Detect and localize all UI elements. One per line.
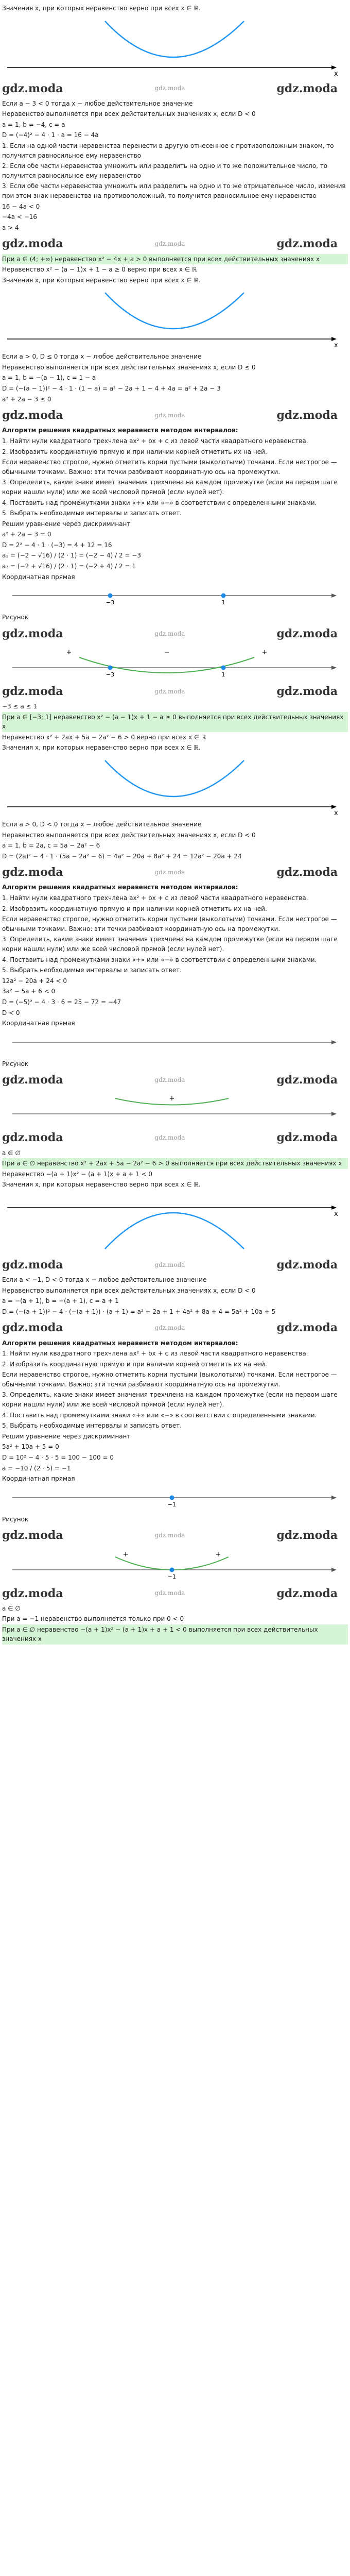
text-line: 1. Найти нули квадратного трехчлена ax² + bx + c из левой части квадратного неравенства. [2,437,308,445]
root-label: −3 [106,671,115,678]
watermark-text: gdz.moda [276,1586,338,1600]
parabola-curve [105,21,244,57]
watermark-row [2,406,348,424]
watermark-text: gdz.moda [2,237,63,251]
root-label: 1 [221,599,225,606]
text-line: Неравенство выполняется при всех действительных значениях x, если D < 0 [2,1286,256,1294]
equation-line: −4a < −16 [2,213,38,221]
root-point [108,594,112,598]
equation-line: D = (−(a + 1))² − 4 · (−(a + 1)) · (a + 1) = a² + 2a + 1 + 4a² + 8a + 4 = 5a² + 10a + 5 [2,1308,276,1315]
text-line: 5. Выбрать необходимые интервалы и записать ответ. [2,967,182,974]
text-line: При a = −1 неравенство выполняется только при 0 < 0 [2,1615,184,1623]
equation-line: a ∈ ∅ [2,1604,21,1612]
watermark-text: gdz.moda [2,81,63,95]
watermark-text: gdz.moda [276,626,338,640]
watermark-text: gdz.moda [2,1321,63,1335]
answer-line: При a ∈ [−3; 1] неравенство x² − (a − 1)x + 1 − a ≥ 0 выполняется при всех действительных значениях x [2,712,348,732]
root-label: 1 [221,671,225,678]
watermark-text: gdz.moda [2,684,63,698]
x-axis-label: x [334,809,338,817]
watermark-text: gdz.moda [276,866,338,879]
watermark-row [2,1129,348,1146]
text-line: Значения x, при которых неравенство верно при всех x ∈ ℝ. [2,5,201,12]
text-line: 2. Изобразить координатную прямую и при наличии корней отметить их на ней. [2,1360,267,1368]
sign-chart [2,1091,342,1127]
equation-line: a > 4 [2,224,19,231]
text-line: 5. Выбрать необходимые интервалы и записать ответ. [2,510,182,517]
equation-line: a² + 2a − 3 ≤ 0 [2,395,51,403]
root-point [108,666,112,670]
text-line: Если a > 0, D < 0 тогда x − любое действительное значение [2,821,202,828]
equation-line: a = −10 / (2 · 5) = −1 [2,1464,71,1472]
text-line: Значения x, при которых неравенство верно при всех x ∈ ℝ. [2,1181,201,1189]
text-line: Значения x, при которых неравенство верно при всех x ∈ ℝ. [2,276,201,284]
text-line: Если неравенство строгое, нужно отметить корни пустыми (выколотыми) точками. Если нестрогое — обычными точками. Важно: эти точки разбивают координатную ось на промежутки. [2,1371,339,1388]
watermark-text: gdz.moda [154,240,185,248]
watermark-text: gdz.moda [154,1532,185,1539]
text-line: 2. Изобразить координатную прямую и при наличии корней отметить их на ней. [2,905,267,912]
text-line: 4. Поставить над промежутками знаки «+» или «−» в соответствии с определенными знаками. [2,956,317,963]
watermark-text: gdz.moda [2,626,63,640]
parabola-figure [2,287,342,349]
watermark-text: gdz.moda [154,1589,185,1597]
equation-line: D = 10² − 4 · 5 · 5 = 100 − 100 = 0 [2,1454,114,1462]
watermark-text: gdz.moda [276,237,338,251]
section-heading: Алгоритм решения квадратных неравенств методом интервалов: [2,427,238,434]
x-axis-label: x [334,342,338,350]
text-line: Если a − 3 < 0 тогда x − любое действительное значение [2,99,193,107]
watermark-text: gdz.moda [154,84,185,92]
watermark-row [2,625,348,642]
text-line: Неравенство выполняется при всех действительных значениях x, если D ≤ 0 [2,363,256,371]
interval-sign: − [164,648,170,656]
equation-line: D = (2a)² − 4 · 1 · (5a − 2a² − 6) = 4a² − 20a + 8a² + 24 = 12a² − 20a + 24 [2,852,242,860]
text-line: Решим уравнение через дискриминант [2,1432,131,1440]
equation-line: a₁ = (−2 − √16) / (2 · 1) = (−2 − 4) / 2 = −3 [2,552,141,560]
text-line: Неравенство −(a + 1)x² − (a + 1)x + a + 1 < 0 [2,1170,152,1178]
root-label: −3 [106,599,115,606]
watermark-row [2,1256,348,1274]
number-line [2,1486,342,1512]
equation-line: 5a² + 10a + 5 = 0 [2,1443,59,1451]
watermark-text: gdz.moda [154,1324,185,1332]
watermark-text: gdz.moda [154,869,185,876]
equation-line: 12a² − 20a + 24 < 0 [2,977,67,985]
parabola-figure [2,16,342,78]
text-line: 1. Если на одной части неравенства перенести в другую отнесенное с противоположным знаком, то получится равносильное ему неравенство [2,142,336,159]
equation-line: a² + 2a − 3 = 0 [2,531,51,538]
answer-line: При a ∈ ∅ неравенство −(a + 1)x² − (a + 1)x + a + 1 < 0 выполняется при всех действительных значениях x [2,1624,348,1645]
text-line: 4. Поставить над промежутками знаки «+» или «−» в соответствии с определенными знаками. [2,499,317,506]
parabola-curve [105,760,244,796]
parabola-curve [105,293,244,329]
watermark-text: gdz.moda [2,409,63,422]
text-line: Неравенство выполняется при всех действительных значениях x, если D < 0 [2,831,256,839]
text-line: Значения x, при которых неравенство верно при всех x ∈ ℝ. [2,744,201,752]
axis-arrow-icon [331,1206,337,1210]
text-line: 3. Определить, какие знаки имеет значения трехчлена на каждом промежутке (если на первом шаге корни нашли нули) или же всей числовой прямой (если нулей нет). [2,1391,340,1409]
text-line: 2. Если обе части неравенства умножить или разделить на одно и то же положительное число, то получится равносильное ему неравенство [2,162,329,179]
equation-line: D = 2² − 4 · 1 · (−3) = 4 + 12 = 16 [2,541,112,549]
parabola-curve [105,1213,244,1249]
watermark-row [2,1071,348,1089]
text-line: 3. Определить, какие знаки имеет значения трехчлена на каждом промежутке (если на первом шаге корни нашли нули) или же всей числовой прямой (если нулей нет). [2,936,340,953]
equation-line: 16 − 4a < 0 [2,202,40,210]
text-line: Рисунок [2,1060,29,1067]
equation-line: −3 ≤ a ≤ 1 [2,703,38,710]
watermark-text: gdz.moda [276,1258,338,1272]
watermark-row [2,80,348,97]
number-line [2,1031,342,1057]
axis-arrow-icon [331,1568,337,1572]
answer-line: При a ∈ ∅ неравенство x² + 2ax + 5a − 2a² − 6 > 0 выполняется при всех действительных значениях x [2,1158,348,1169]
axis-arrow-icon [331,666,337,670]
text-line: Координатная прямая [2,1020,75,1027]
interval-sign: + [169,1095,175,1103]
watermark-row [2,1319,348,1336]
x-axis-label: x [334,70,338,78]
section-heading: Алгоритм решения квадратных неравенств методом интервалов: [2,1339,238,1347]
interval-sign: + [122,1550,129,1558]
text-line: 5. Выбрать необходимые интервалы и записать ответ. [2,1422,182,1430]
axis-arrow-icon [331,1496,337,1500]
number-line [2,584,342,610]
watermark-row [2,235,348,252]
text-line: 1. Найти нули квадратного трехчлена ax² + bx + c из левой части квадратного неравенства. [2,1350,308,1358]
watermark-text: gdz.moda [154,1076,185,1084]
watermark-text: gdz.moda [154,630,185,637]
root-label: −1 [167,1573,177,1580]
watermark-text: gdz.moda [154,412,185,419]
answer-line: При a ∈ (4; +∞) неравенство x² − 4x + a > 0 выполняется при всех действительных значениях x [2,254,348,265]
text-line: Неравенство x² + 2ax + 5a − 2a² − 6 > 0 верно при всех x ∈ ℝ [2,733,206,741]
section-heading: Алгоритм решения квадратных неравенств методом интервалов: [2,884,238,891]
watermark-text: gdz.moda [154,1261,185,1268]
text-line: Координатная прямая [2,573,75,581]
text-line: 2. Изобразить координатную прямую и при наличии корней отметить их на ней. [2,448,267,455]
watermark-text: gdz.moda [2,1131,63,1145]
equation-line: a = 1, b = −4, c = a [2,121,65,128]
equation-line: a₂ = (−2 + √16) / (2 · 1) = (−2 + 4) / 2 = 1 [2,563,136,570]
root-point [170,1496,174,1500]
sign-curve [79,657,254,673]
equation-line: a = −(a + 1), b = −(a + 1), c = a + 1 [2,1297,119,1305]
text-line: Если a < −1, D < 0 тогда x − любое действительное значение [2,1276,207,1284]
parabola-figure [2,1192,342,1254]
text-line: Рисунок [2,1515,29,1523]
text-line: 4. Поставить над промежутками знаки «+» или «−» в соответствии с определенными знаками. [2,1411,317,1419]
text-line: 1. Найти нули квадратного трехчлена ax² + bx + c из левой части квадратного неравенства. [2,894,308,902]
text-line: 3. Определить, какие знаки имеет значения трехчлена на каждом промежутке (если на первом шаге корни нашли нули) или же всей числовой прямой (если нулей нет). [2,479,340,496]
root-point [221,666,225,670]
text-line: Решим уравнение через дискриминант [2,520,131,528]
watermark-row [2,1527,348,1544]
watermark-text: gdz.moda [2,1586,63,1600]
text-line: Если неравенство строгое, нужно отметить корни пустыми (выколотыми) точками. Если нестрогое — обычными точками. Важно: эти точки разбивают координатную ось на промежутки. [2,459,339,476]
equation-line: D = (−(a − 1))² − 4 · 1 · (1 − a) = a² − 2a + 1 − 4 + 4a = a² + 2a − 3 [2,385,221,393]
text-line: Если неравенство строгое, нужно отметить корни пустыми (выколотыми) точками. Если нестрогое — обычными точками. Важно: эти точки разбивают координатную ось на промежутки. [2,916,339,933]
text-line: Координатная прямая [2,1475,75,1483]
equation-line: a ∈ ∅ [2,1149,21,1157]
equation-line: a = 1, b = 2a, c = 5a − 2a² − 6 [2,842,100,850]
equation-line: D = (−5)² − 4 · 3 · 6 = 25 − 72 = −47 [2,998,121,1006]
watermark-text: gdz.moda [276,1529,338,1543]
watermark-text: gdz.moda [276,409,338,422]
interval-sign: + [261,648,268,656]
axis-arrow-icon [331,65,337,70]
watermark-text: gdz.moda [2,1073,63,1087]
text-line: 3. Если обе части неравенства умножить или разделить на одно и то же отрицательное число, изменив при этом знак неравенства на противоположный, то получится равносильное ему неравенство [2,182,348,200]
equation-line: a = 1, b = −(a − 1), c = 1 − a [2,374,96,382]
root-label: −1 [167,1501,177,1508]
axis-arrow-icon [331,337,337,341]
watermark-row [2,683,348,700]
root-point [221,594,225,598]
watermark-text: gdz.moda [276,1131,338,1145]
equation-line: 3a² − 5a + 6 < 0 [2,988,56,995]
axis-arrow-icon [331,594,337,598]
interval-sign: + [215,1550,221,1558]
watermark-row [2,863,348,881]
watermark-row [2,1585,348,1602]
root-point [170,1568,174,1572]
watermark-text: gdz.moda [276,1073,338,1087]
text-line: Рисунок [2,614,29,621]
parabola-figure [2,755,342,817]
axis-arrow-icon [331,1040,337,1044]
text-line: Если a > 0, D ≤ 0 тогда x − любое действительное значение [2,353,202,361]
watermark-text: gdz.moda [276,81,338,95]
text-line: Неравенство x² − (a − 1)x + 1 − a ≥ 0 верно при всех x ∈ ℝ [2,266,197,274]
watermark-text: gdz.moda [2,1258,63,1272]
sign-chart [2,1547,342,1583]
watermark-text: gdz.moda [154,1134,185,1142]
sign-chart [2,645,342,681]
equation-line: D = (−4)² − 4 · 1 · a = 16 − 4a [2,131,99,139]
axis-arrow-icon [331,805,337,809]
axis-arrow-icon [331,1112,337,1116]
watermark-text: gdz.moda [276,1321,338,1335]
interval-sign: + [66,648,72,656]
watermark-text: gdz.moda [2,866,63,879]
text-line: Неравенство выполняется при всех действительных значениях x, если D < 0 [2,110,256,118]
equation-line: D < 0 [2,1009,20,1016]
watermark-text: gdz.moda [2,1529,63,1543]
watermark-text: gdz.moda [154,687,185,695]
watermark-text: gdz.moda [276,684,338,698]
x-axis-label: x [334,1210,338,1218]
